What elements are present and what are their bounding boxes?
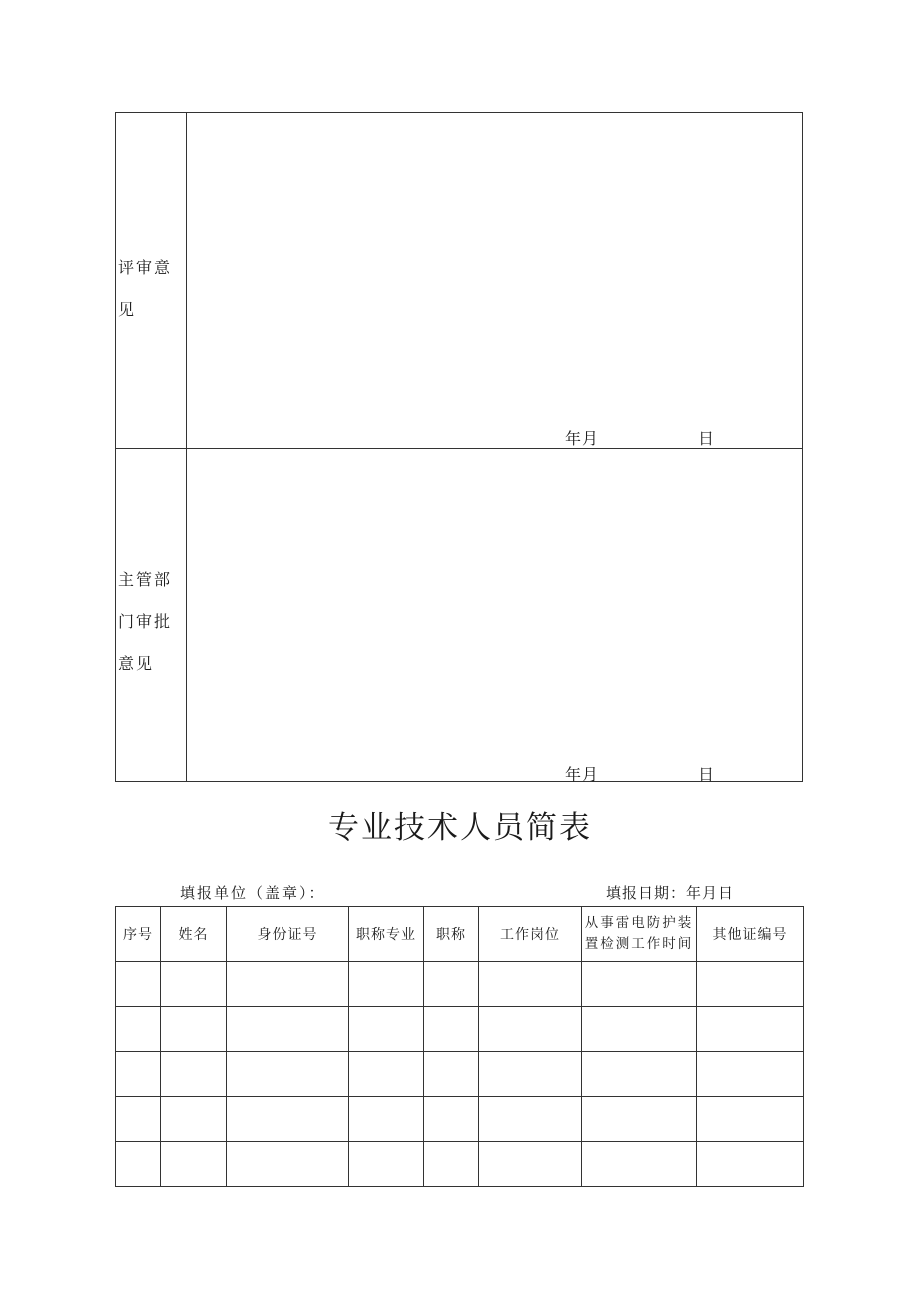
cell-position[interactable] (479, 1097, 582, 1142)
cell-title[interactable] (424, 1007, 479, 1052)
cell-title-specialty[interactable] (349, 1052, 424, 1097)
approval-opinion-label-cell (116, 449, 187, 781)
cell-title[interactable] (424, 1142, 479, 1187)
review-opinion-label: 评审意见 (118, 258, 173, 319)
staff-table-header-row (116, 907, 804, 962)
cell-id-number[interactable] (227, 962, 349, 1007)
fill-date-label: 填报日期：年月日 (606, 884, 735, 902)
cell-id-number[interactable] (227, 1007, 349, 1052)
cell-title-specialty[interactable] (349, 962, 424, 1007)
cell-name[interactable] (161, 1142, 227, 1187)
table-row (116, 1052, 804, 1097)
cell-work-time[interactable] (582, 1007, 697, 1052)
cell-other-cert[interactable] (697, 1097, 804, 1142)
cell-name[interactable] (161, 1052, 227, 1097)
table-row (116, 1142, 804, 1187)
cell-title-specialty[interactable] (349, 1097, 424, 1142)
col-header-other-cert: 其他证编号 (697, 907, 804, 962)
cell-serial[interactable] (116, 1142, 161, 1187)
col-header-id-number: 身份证号 (227, 907, 349, 962)
review-opinion-label-cell (116, 113, 187, 448)
cell-position[interactable] (479, 1052, 582, 1097)
fill-unit-label: 填报单位（盖章）： (180, 884, 326, 902)
review-opinion-row (116, 113, 802, 449)
cell-other-cert[interactable] (697, 1007, 804, 1052)
approval-date-day: 日 (698, 765, 715, 784)
col-header-work-time: 从事雷电防护装置检测工作时间 (582, 907, 697, 962)
cell-id-number[interactable] (227, 1142, 349, 1187)
cell-serial[interactable] (116, 962, 161, 1007)
cell-work-time[interactable] (582, 1142, 697, 1187)
review-date-day: 日 (698, 429, 715, 448)
cell-other-cert[interactable] (697, 1142, 804, 1187)
cell-title[interactable] (424, 1097, 479, 1142)
cell-work-time[interactable] (582, 962, 697, 1007)
cell-serial[interactable] (116, 1097, 161, 1142)
cell-title-specialty[interactable] (349, 1007, 424, 1052)
approval-date-year-month: 年月 (565, 765, 600, 784)
col-header-name: 姓名 (161, 907, 227, 962)
cell-work-time[interactable] (582, 1097, 697, 1142)
opinion-table (115, 112, 803, 782)
cell-work-time[interactable] (582, 1052, 697, 1097)
cell-position[interactable] (479, 1007, 582, 1052)
col-header-serial: 序号 (116, 907, 161, 962)
cell-id-number[interactable] (227, 1097, 349, 1142)
col-header-title-specialty: 职称专业 (349, 907, 424, 962)
col-header-title: 职称 (424, 907, 479, 962)
cell-serial[interactable] (116, 1007, 161, 1052)
table-row (116, 962, 804, 1007)
cell-title-specialty[interactable] (349, 1142, 424, 1187)
cell-name[interactable] (161, 1007, 227, 1052)
section-title: 专业技术人员简表 (328, 810, 592, 846)
staff-table (115, 906, 804, 1187)
approval-opinion-label: 主管部门审批意见 (118, 570, 173, 673)
review-opinion-field[interactable] (187, 113, 802, 448)
cell-serial[interactable] (116, 1052, 161, 1097)
cell-name[interactable] (161, 1097, 227, 1142)
col-header-position: 工作岗位 (479, 907, 582, 962)
cell-title[interactable] (424, 1052, 479, 1097)
review-date-year-month: 年月 (565, 429, 600, 448)
cell-title[interactable] (424, 962, 479, 1007)
approval-opinion-row (116, 449, 802, 784)
cell-position[interactable] (479, 962, 582, 1007)
cell-name[interactable] (161, 962, 227, 1007)
cell-position[interactable] (479, 1142, 582, 1187)
table-row (116, 1097, 804, 1142)
cell-other-cert[interactable] (697, 962, 804, 1007)
table-row (116, 1007, 804, 1052)
cell-id-number[interactable] (227, 1052, 349, 1097)
cell-other-cert[interactable] (697, 1052, 804, 1097)
approval-opinion-field[interactable] (187, 449, 802, 784)
